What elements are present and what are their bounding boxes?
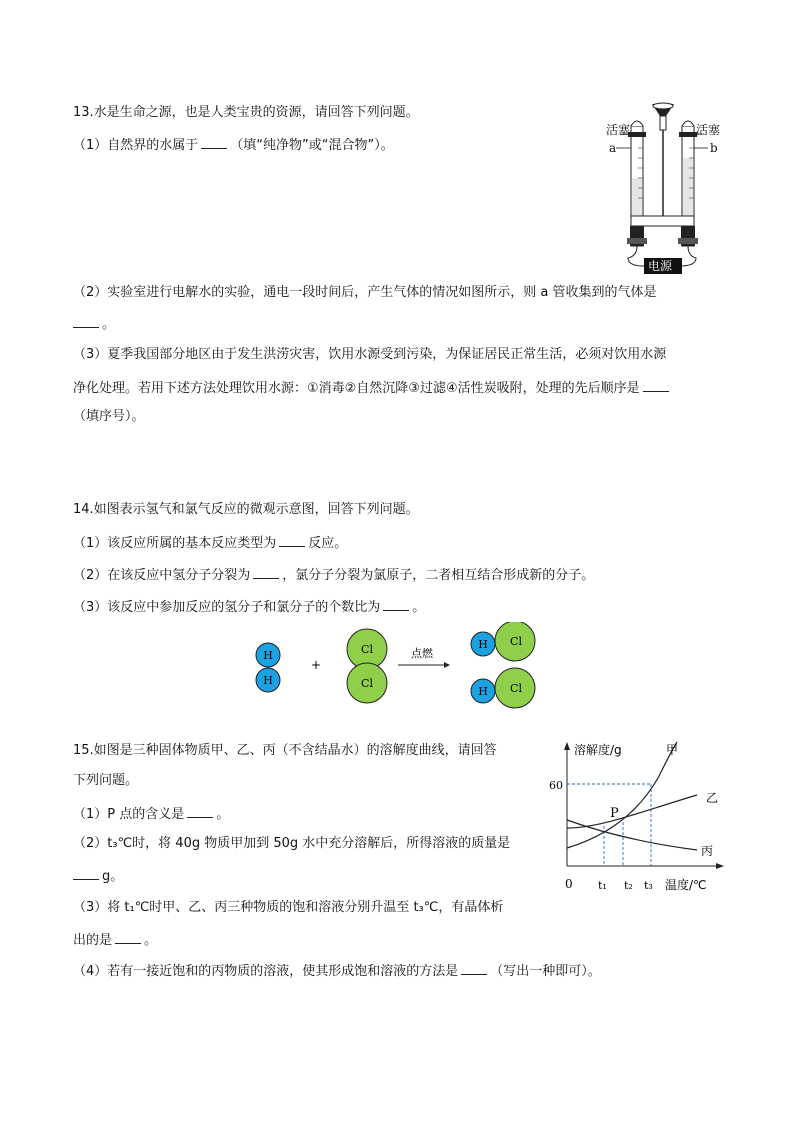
tube-b-label: b	[710, 141, 718, 155]
valve-left-label: 活塞	[606, 123, 631, 137]
q15-part1	[73, 804, 229, 824]
curve-jia	[567, 742, 677, 848]
cl-label-3: Cl	[510, 635, 522, 648]
q14-part1	[73, 533, 347, 553]
cl-label-1: Cl	[361, 643, 373, 656]
t3-label: t₃	[644, 879, 653, 892]
q15-part3-blank[interactable]	[115, 930, 141, 944]
q13-part1-hint: （填“纯净物”或“混合物”）。	[230, 138, 394, 153]
q13-part2	[73, 284, 657, 302]
q13-part1-text: （1）自然界的水属于	[73, 138, 199, 153]
curve-jia-label: 甲	[666, 743, 679, 757]
q13-part2-blank[interactable]	[73, 314, 99, 328]
reaction-diagram	[250, 622, 550, 710]
plus-sign: +	[310, 658, 322, 672]
q13-part3-cont	[73, 378, 672, 398]
q15-part2: （2）t₃℃时，将 40g 物质甲加到 50g 水中充分溶解后，所得溶液的质量是	[73, 836, 511, 851]
q15-part4-text: （4）若有一接近饱和的丙物质的溶液，使其形成饱和溶液的方法是	[73, 964, 459, 979]
q13-part3-end: （填序号）。	[73, 409, 145, 424]
valve-right-label: 活塞	[696, 123, 721, 137]
q15-title-cont: 下列问题。	[73, 773, 139, 788]
q14-part3-blank[interactable]	[383, 597, 409, 611]
q14-part3-text: （3）该反应中参加反应的氢分子和氯分子的个数比为	[73, 600, 381, 615]
q15-part1-blank[interactable]	[187, 804, 213, 818]
q15-part3-text: 出的是	[73, 933, 113, 948]
q13-part2-text: （2）实验室进行电解水的实验，通电一段时间后，产生气体的情况如图所示，则 a 管收集到的气体是	[73, 285, 657, 300]
q15-part1-end: 。	[216, 807, 230, 822]
t2-label: t₂	[624, 879, 633, 892]
q13-part3: （3）夏季我国部分地区由于发生洪涝灾害，饮用水源受到污染，为保证居民正常生活，必须对饮用水源	[73, 347, 667, 362]
q13-part1	[73, 135, 394, 155]
q14-part1-blank[interactable]	[279, 533, 305, 547]
origin-label: 0	[565, 877, 573, 891]
q15-part4-blank[interactable]	[461, 961, 487, 975]
q14-part1-end: 反应。	[308, 536, 348, 551]
h-label-2: H	[263, 674, 273, 687]
q15-part2-end: g。	[102, 869, 124, 884]
q13-part2-cont	[73, 314, 115, 334]
q14-title: 14.如图表示氢气和氯气反应的微观示意图，回答下列问题。	[73, 502, 419, 517]
q14-part3	[73, 597, 425, 617]
y-tick-60: 60	[549, 779, 563, 792]
q15-part4	[73, 961, 601, 981]
q13-part1-blank[interactable]	[201, 135, 227, 149]
q13-part3-blank[interactable]	[643, 378, 669, 392]
q15-part3-end: 。	[144, 933, 158, 948]
q14-part3-end: 。	[412, 600, 426, 615]
q13-part3-text: 净化处理。若用下述方法处理饮用水源：①消毒②自然沉降③过滤④活性炭吸附，处理的先后顺序是	[73, 381, 640, 396]
point-p-label: P	[610, 806, 619, 821]
curve-bing-label: 丙	[701, 844, 714, 858]
t1-label: t₁	[598, 879, 607, 892]
q15-part3-cont	[73, 930, 157, 950]
solubility-chart	[540, 738, 730, 898]
h-label-1: H	[263, 649, 273, 662]
q13-part2-end: 。	[102, 317, 116, 332]
cl-label-4: Cl	[510, 682, 522, 695]
q13-title: 13.水是生命之源，也是人类宝贵的资源，请回答下列问题。	[73, 105, 419, 120]
x-axis-label: 温度/℃	[665, 878, 707, 892]
q14-part2-end: ，氯分子分裂为氯原子，二者相互结合形成新的分子。	[282, 568, 595, 583]
h-label-4: H	[478, 685, 488, 698]
q14-part2	[73, 565, 594, 585]
h-label-3: H	[478, 638, 488, 651]
q15-part2-cont	[73, 866, 123, 886]
q14-part2-blank[interactable]	[253, 565, 279, 579]
condition-label: 点燃	[411, 647, 433, 660]
tube-a-label: a	[609, 141, 617, 155]
q15-part2-blank[interactable]	[73, 866, 99, 880]
curve-bing	[567, 820, 697, 850]
valve-right-icon	[679, 132, 697, 137]
q14-part2-text: （2）在该反应中氢分子分裂为	[73, 568, 251, 583]
cl-label-2: Cl	[361, 677, 373, 690]
q15-part1-text: （1）P 点的含义是	[73, 807, 185, 822]
q15-title: 15.如图是三种固体物质甲、乙、丙（不含结晶水）的溶解度曲线，请回答	[73, 743, 497, 758]
power-label: 电源	[648, 259, 673, 273]
q14-part1-text: （1）该反应所属的基本反应类型为	[73, 536, 277, 551]
valve-left-icon	[628, 132, 646, 137]
y-axis-label: 溶解度/g	[574, 743, 622, 757]
q15-part4-end: （写出一种即可）。	[490, 964, 601, 979]
curve-yi-label: 乙	[706, 791, 719, 805]
q15-part3: （3）将 t₁℃时甲、乙、丙三种物质的饱和溶液分别升温至 t₃℃，有晶体析	[73, 900, 504, 915]
